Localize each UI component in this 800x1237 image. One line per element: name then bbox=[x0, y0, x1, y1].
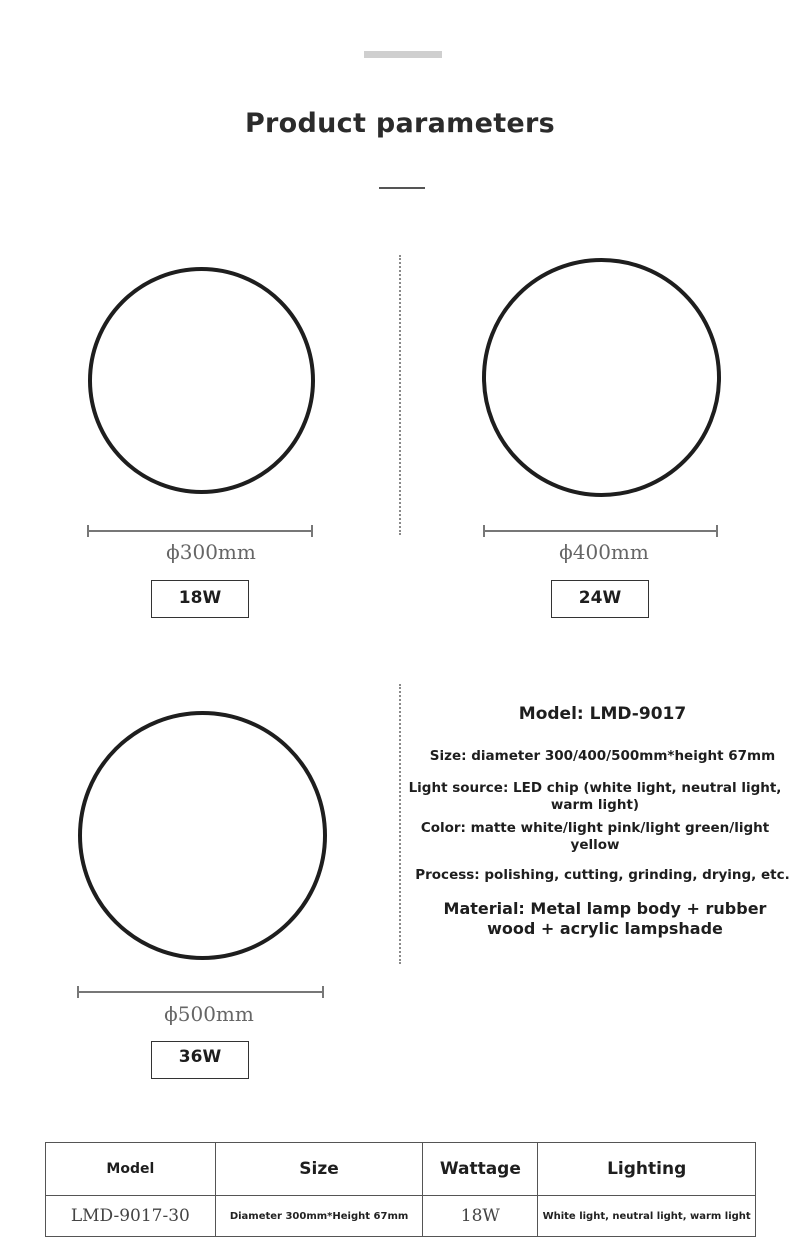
wattage-box-36w: 36W bbox=[151, 1041, 249, 1079]
page-title: Product parameters bbox=[244, 108, 556, 139]
table-cell-wattage: 18W bbox=[423, 1196, 538, 1237]
parameter-table bbox=[45, 1142, 756, 1237]
diameter-label-400: ϕ400mm bbox=[559, 540, 649, 564]
table-cell-lighting: White light, neutral light, warm light bbox=[538, 1196, 756, 1237]
title-underline bbox=[379, 187, 425, 189]
spec-process: Process: polishing, cutting, grinding, drying, etc. bbox=[415, 867, 790, 883]
table-header-model: Model bbox=[46, 1143, 216, 1196]
spec-light-source: Light source: LED chip (white light, neutral light, warm light) bbox=[408, 780, 782, 813]
column-divider-top bbox=[399, 255, 401, 535]
spec-material: Material: Metal lamp body + rubber wood + acrylic lampshade bbox=[443, 899, 767, 938]
wattage-box-24w: 24W bbox=[551, 580, 649, 618]
column-divider-bottom bbox=[399, 684, 401, 964]
table-header-row bbox=[46, 1143, 756, 1196]
dimension-line-400 bbox=[484, 530, 717, 532]
table-cell-model: LMD-9017-30 bbox=[46, 1196, 216, 1237]
lamp-ring-500 bbox=[78, 711, 327, 960]
diameter-label-300: ϕ300mm bbox=[166, 540, 256, 564]
lamp-ring-300 bbox=[88, 267, 315, 494]
table-header-lighting: Lighting bbox=[538, 1143, 756, 1196]
dimension-line-300 bbox=[88, 530, 312, 532]
wattage-box-18w: 18W bbox=[151, 580, 249, 618]
table-cell-size: Diameter 300mm*Height 67mm bbox=[215, 1196, 423, 1237]
table-header-size: Size bbox=[215, 1143, 423, 1196]
spec-size: Size: diameter 300/400/500mm*height 67mm bbox=[429, 748, 776, 764]
table-header-wattage: Wattage bbox=[423, 1143, 538, 1196]
table-row bbox=[46, 1196, 756, 1237]
spec-model: Model: LMD-9017 bbox=[518, 704, 687, 724]
diameter-label-500: ϕ500mm bbox=[164, 1002, 254, 1026]
dimension-line-500 bbox=[78, 991, 323, 993]
top-decor-bar bbox=[364, 51, 442, 58]
spec-color: Color: matte white/light pink/light green/light yellow bbox=[420, 820, 770, 853]
lamp-ring-400 bbox=[482, 258, 721, 497]
